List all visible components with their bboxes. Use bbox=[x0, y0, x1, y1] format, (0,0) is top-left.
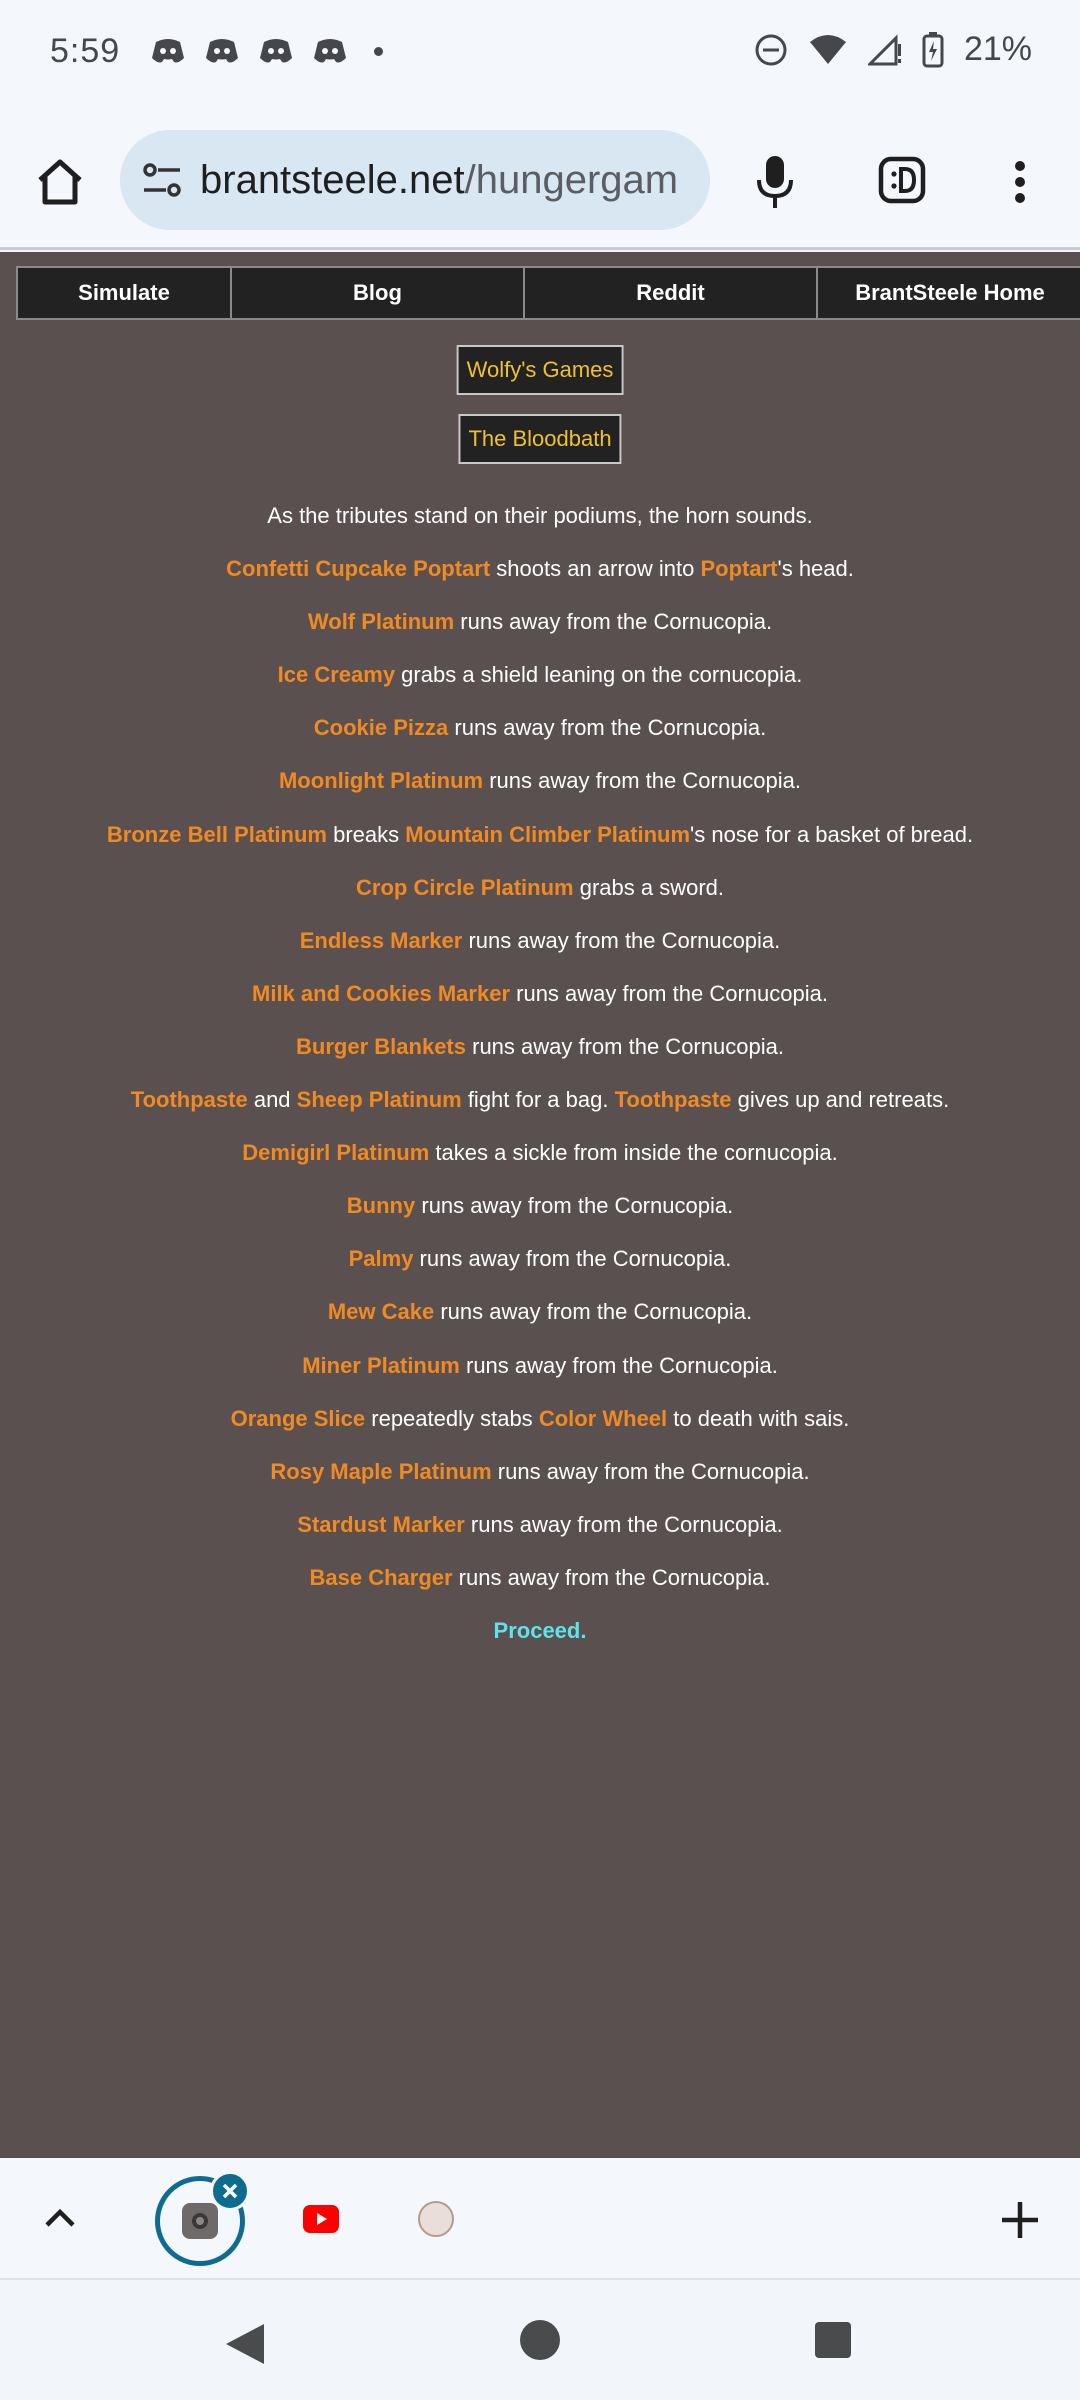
event-text: runs away from the Cornucopia. bbox=[462, 927, 781, 953]
event-text: 's head. bbox=[777, 556, 854, 582]
tribute-name: Stardust Marker bbox=[297, 1511, 465, 1537]
back-icon[interactable] bbox=[222, 2322, 268, 2366]
event-text: runs away from the Cornucopia. bbox=[413, 1246, 732, 1272]
event-text: runs away from the Cornucopia. bbox=[466, 1033, 784, 1059]
tribute-name: Confetti Cupcake Poptart bbox=[226, 556, 491, 582]
close-tab-button[interactable] bbox=[210, 2171, 250, 2211]
more-vert-icon bbox=[1014, 160, 1026, 204]
close-icon bbox=[220, 2181, 240, 2201]
round-title: The Bloodbath bbox=[458, 414, 621, 464]
tribute-name: Bunny bbox=[346, 1193, 416, 1219]
event-text: 's nose for a basket of bread. bbox=[690, 821, 974, 847]
browser-toolbar bbox=[0, 110, 1080, 250]
event-text: runs away from the Cornucopia. bbox=[448, 715, 767, 741]
plus-icon bbox=[1000, 2200, 1040, 2240]
more-notifications-dot bbox=[374, 47, 383, 56]
tribute-name: Milk and Cookies Marker bbox=[252, 980, 511, 1006]
event-text: and bbox=[247, 1087, 297, 1113]
recents-icon[interactable] bbox=[815, 2322, 851, 2358]
wifi-icon bbox=[808, 34, 848, 66]
event-line bbox=[0, 1445, 1080, 1498]
signal-icon bbox=[868, 34, 902, 66]
tribute-name: Mountain Climber Platinum bbox=[405, 821, 691, 847]
event-line bbox=[0, 1232, 1080, 1285]
tribute-name: Poptart bbox=[700, 556, 778, 582]
event-line bbox=[0, 648, 1080, 701]
event-line bbox=[0, 701, 1080, 754]
tribute-name: Burger Blankets bbox=[296, 1033, 466, 1059]
tribute-name: Sheep Platinum bbox=[296, 1087, 462, 1113]
event-line bbox=[0, 1073, 1080, 1126]
intro-text: As the tributes stand on their podiums, the horn sounds. bbox=[267, 503, 813, 528]
site-nav bbox=[16, 266, 1080, 320]
more-options-button[interactable] bbox=[1000, 150, 1040, 214]
tab-switcher-icon bbox=[878, 156, 926, 204]
tribute-name: Toothpaste bbox=[130, 1087, 248, 1113]
web-page bbox=[0, 252, 1080, 2158]
event-list bbox=[0, 489, 1080, 1657]
tribute-name: Bronze Bell Platinum bbox=[106, 821, 327, 847]
event-text: fight for a bag. bbox=[461, 1087, 615, 1113]
event-text: shoots an arrow into bbox=[490, 556, 701, 582]
tribute-name: Rosy Maple Platinum bbox=[270, 1458, 492, 1484]
event-text: grabs a shield leaning on the cornucopia. bbox=[395, 662, 803, 688]
home-icon bbox=[35, 158, 85, 206]
tribute-name: Crop Circle Platinum bbox=[356, 874, 574, 900]
nav-blog[interactable]: Blog bbox=[232, 268, 525, 318]
tribute-name: Moonlight Platinum bbox=[278, 768, 484, 794]
url-bar[interactable] bbox=[120, 130, 710, 230]
nav-brantsteele-home[interactable]: BrantSteele Home bbox=[855, 280, 1045, 305]
event-text: runs away from the Cornucopia. bbox=[434, 1299, 753, 1325]
url-domain: brantsteele.net bbox=[200, 157, 465, 202]
youtube-tab[interactable] bbox=[303, 2205, 339, 2233]
tribute-name: Palmy bbox=[348, 1246, 414, 1272]
discord-icon bbox=[312, 36, 348, 66]
tribute-name: Demigirl Platinum bbox=[242, 1140, 430, 1166]
event-line bbox=[0, 861, 1080, 914]
tribute-name: Cookie Pizza bbox=[313, 715, 449, 741]
tribute-name: Wolf Platinum bbox=[307, 609, 455, 635]
tribute-name: Miner Platinum bbox=[302, 1352, 460, 1378]
url-text bbox=[200, 158, 678, 203]
event-rows bbox=[0, 542, 1080, 1604]
proceed-link[interactable]: Proceed. bbox=[493, 1617, 587, 1643]
collapse-tabs-button[interactable] bbox=[40, 2198, 80, 2238]
event-line bbox=[0, 967, 1080, 1020]
event-text: runs away from the Cornucopia. bbox=[454, 609, 773, 635]
event-line bbox=[0, 1020, 1080, 1073]
event-text: to death with sais. bbox=[667, 1405, 850, 1431]
youtube-icon bbox=[314, 2212, 328, 2226]
event-line bbox=[0, 595, 1080, 648]
event-line bbox=[0, 1126, 1080, 1179]
event-line bbox=[0, 1339, 1080, 1392]
url-path: /hungergam bbox=[464, 157, 679, 202]
event-text: runs away from the Cornucopia. bbox=[510, 980, 828, 1006]
system-nav-bar bbox=[0, 2282, 1080, 2400]
dnd-icon bbox=[754, 33, 788, 67]
tab-strip bbox=[0, 2158, 1080, 2280]
new-tab-button[interactable] bbox=[998, 2198, 1042, 2242]
tribute-name: Ice Creamy bbox=[277, 662, 396, 688]
event-text: runs away from the Cornucopia. bbox=[459, 1352, 778, 1378]
system-icons bbox=[754, 30, 1032, 69]
tribute-name: Color Wheel bbox=[538, 1405, 668, 1431]
tribute-name: Orange Slice bbox=[230, 1405, 366, 1431]
home-nav-icon[interactable] bbox=[520, 2320, 560, 2360]
event-text: grabs a sword. bbox=[573, 874, 724, 900]
chevron-up-icon bbox=[43, 2207, 77, 2229]
battery-percent: 21% bbox=[963, 30, 1032, 68]
event-line bbox=[0, 808, 1080, 861]
tab-favicon-icon bbox=[182, 2203, 218, 2239]
event-text: breaks bbox=[326, 821, 406, 847]
tribute-name: Endless Marker bbox=[299, 927, 463, 953]
tribute-name: Toothpaste bbox=[614, 1087, 732, 1113]
nav-reddit[interactable]: Reddit bbox=[525, 268, 818, 318]
event-text: runs away from the Cornucopia. bbox=[491, 1458, 810, 1484]
tribute-name: Mew Cake bbox=[327, 1299, 435, 1325]
event-line bbox=[0, 914, 1080, 967]
event-text: repeatedly stabs bbox=[365, 1405, 539, 1431]
event-text: runs away from the Cornucopia. bbox=[464, 1511, 783, 1537]
event-line bbox=[0, 1551, 1080, 1604]
discord-icon bbox=[150, 36, 186, 66]
event-line bbox=[0, 1285, 1080, 1338]
status-bar bbox=[0, 0, 1080, 110]
event-line bbox=[0, 754, 1080, 807]
discord-icon bbox=[258, 36, 294, 66]
home-button[interactable] bbox=[28, 150, 92, 214]
event-text: runs away from the Cornucopia. bbox=[452, 1564, 771, 1590]
event-line bbox=[0, 1498, 1080, 1551]
site-avatar-icon[interactable] bbox=[418, 2201, 454, 2237]
event-line bbox=[0, 1179, 1080, 1232]
tab-switcher-button[interactable] bbox=[872, 150, 932, 210]
event-line bbox=[0, 1392, 1080, 1445]
site-settings-icon[interactable] bbox=[138, 156, 186, 204]
event-line bbox=[0, 542, 1080, 595]
battery-charging-icon bbox=[922, 32, 944, 68]
tribute-name: Base Charger bbox=[309, 1564, 453, 1590]
status-time: 5:59 bbox=[50, 32, 121, 70]
event-text: runs away from the Cornucopia. bbox=[415, 1193, 734, 1219]
nav-simulate[interactable]: Simulate bbox=[18, 268, 232, 318]
event-text: takes a sickle from inside the cornucopia. bbox=[429, 1140, 838, 1166]
discord-icon bbox=[204, 36, 240, 66]
notification-icons bbox=[150, 36, 383, 66]
event-text: gives up and retreats. bbox=[731, 1087, 950, 1113]
game-title: Wolfy's Games bbox=[457, 345, 624, 395]
microphone-icon bbox=[755, 154, 795, 210]
event-text: runs away from the Cornucopia. bbox=[483, 768, 802, 794]
voice-search-button[interactable] bbox=[745, 150, 805, 214]
